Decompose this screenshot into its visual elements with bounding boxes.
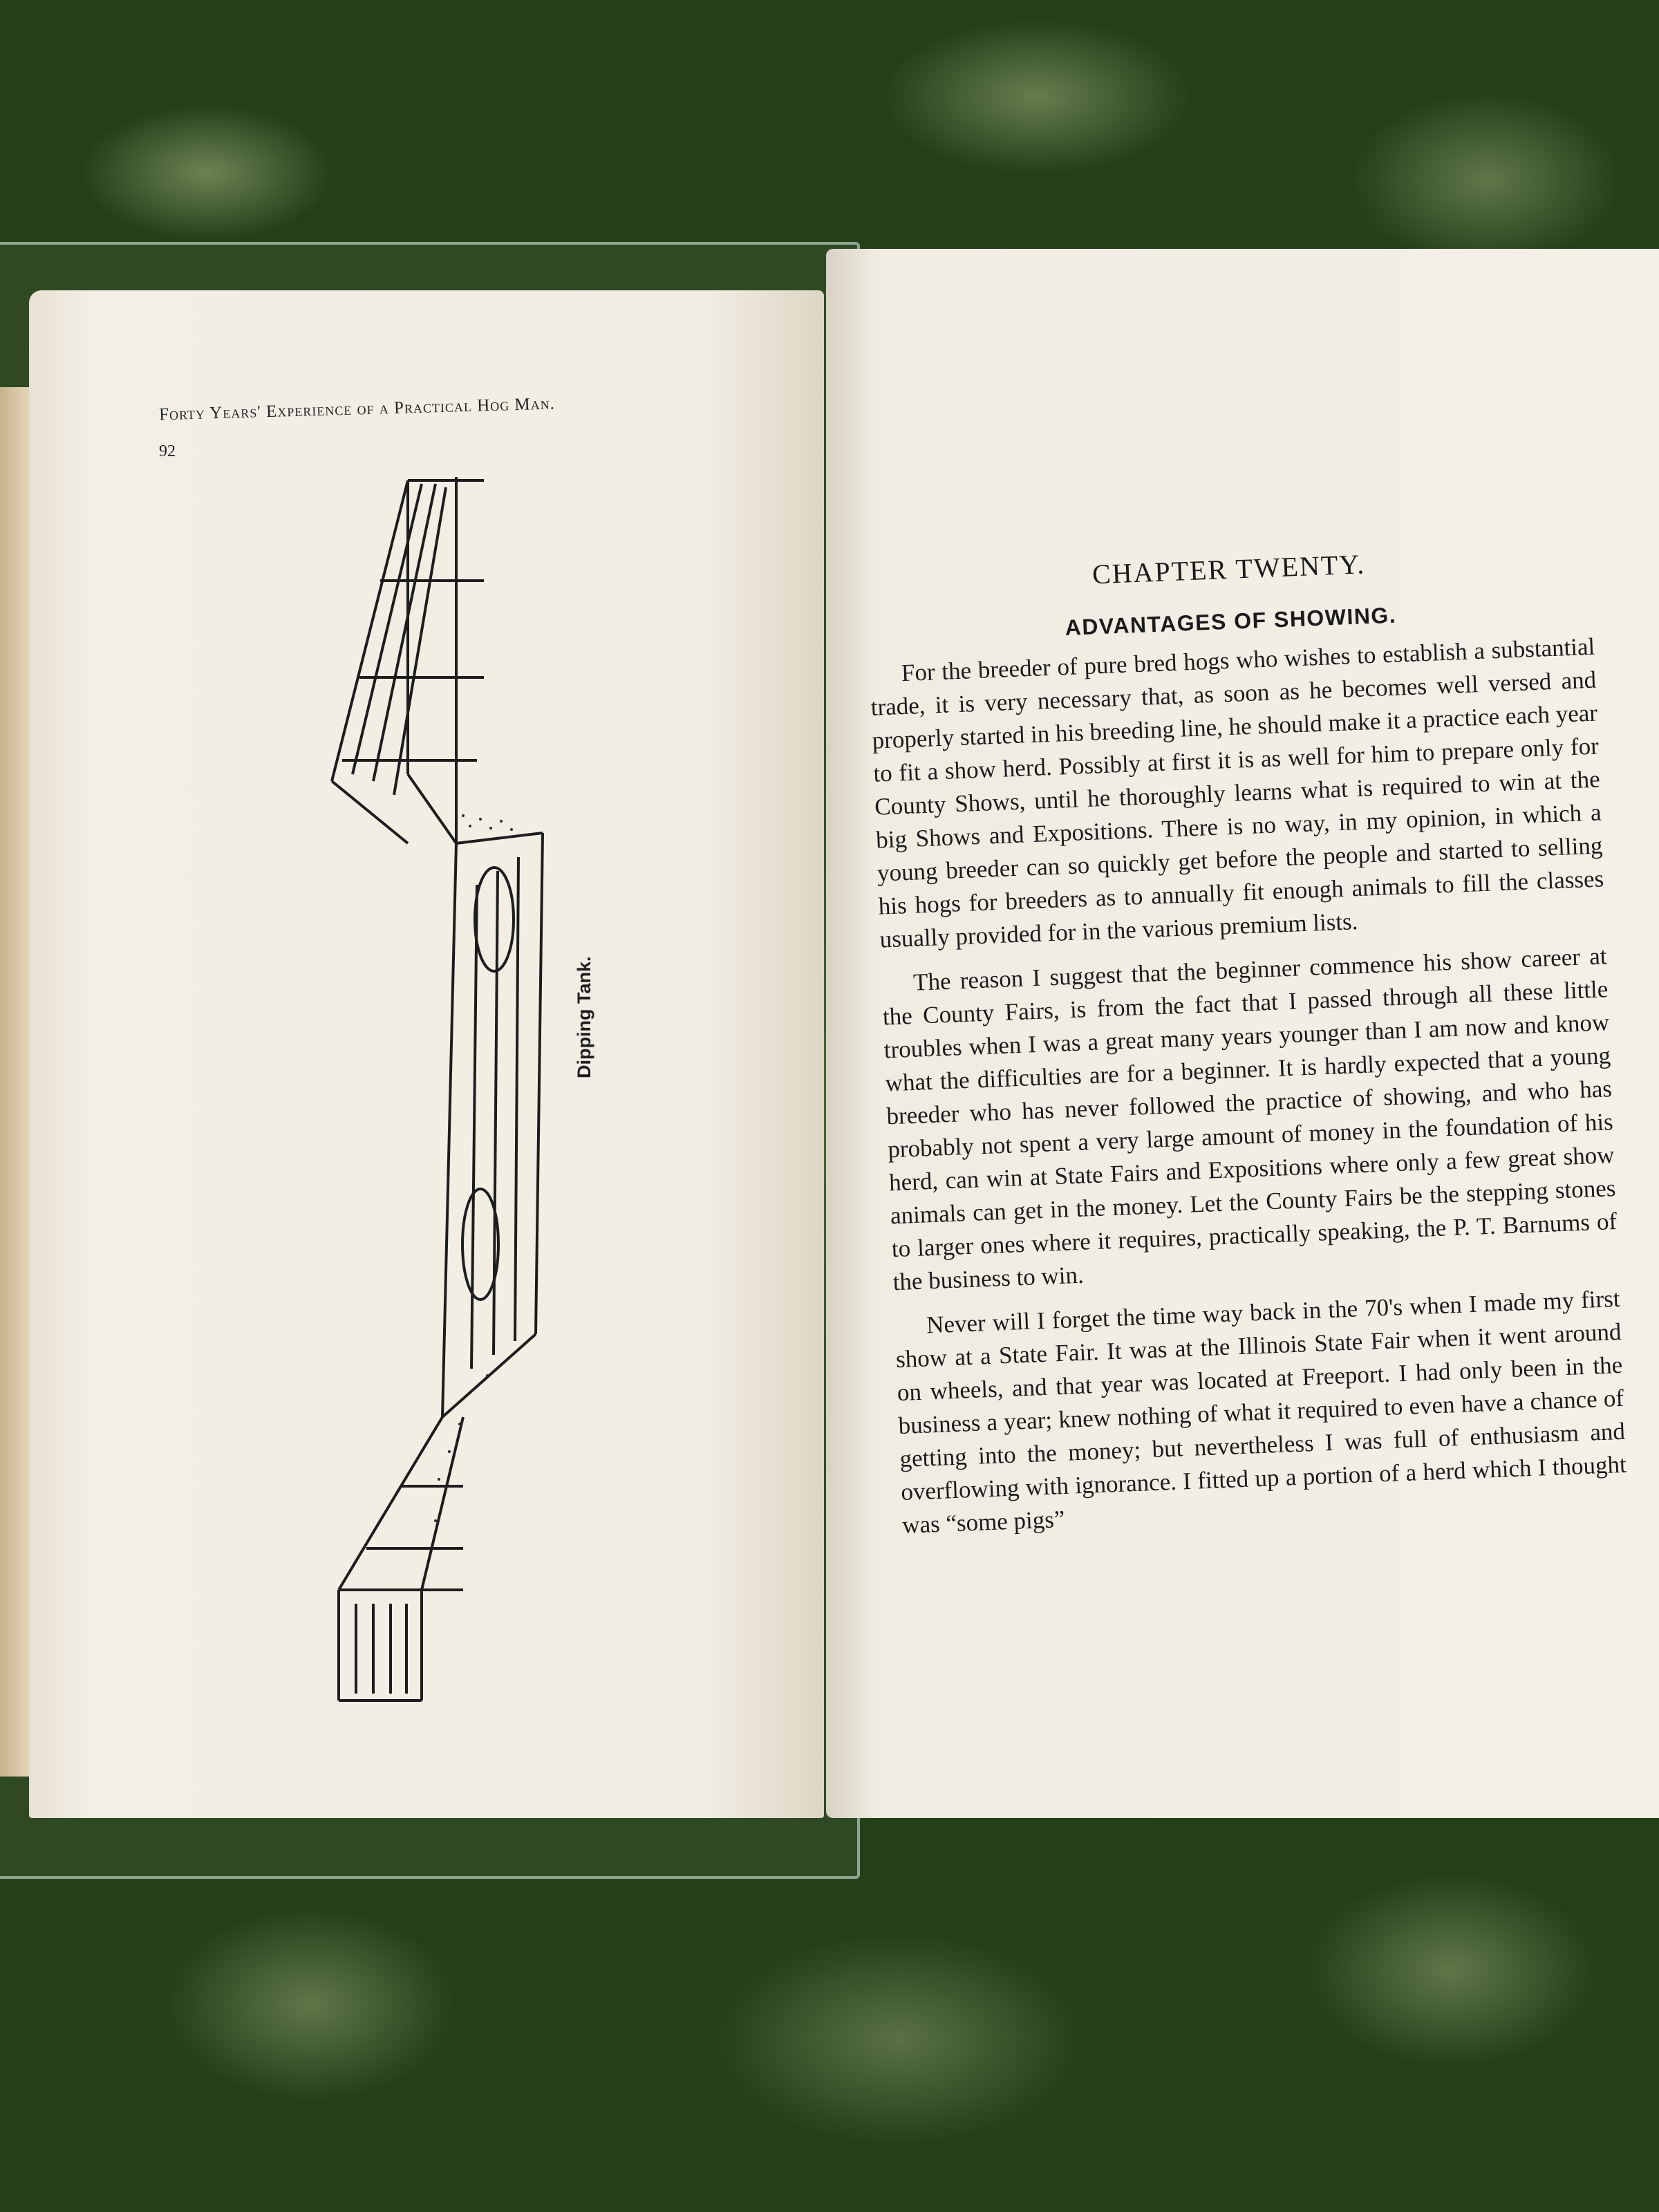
section-title: ADVANTAGES OF SHOWING. — [1064, 602, 1397, 640]
paragraph-2: The reason I suggest that the beginner commence his show career at the County Fairs, is from the fact that I passed through all these little troubles when I was a great many years younger than I am now and know what the difficulties are for a beginner. It is hardly expected that a young breeder who has never followed the practice of showing, and who has probably not spent a very large amount of money in the foundation of his herd, can win at State Fairs and Expositions where only a few great show animals can get in the money. Let the County Fairs be the stepping stones to larger ones where it requires, practically speaking, the P. T. Barnums of the business to win. — [882, 942, 1618, 1296]
chapter-title: CHAPTER TWENTY. — [1091, 548, 1366, 590]
chapter-text — [865, 539, 1629, 1553]
paragraph-3: Never will I forget the time way back in the 70's when I made my first show at a State Fair. It was at the Illinois State Fair when it went around on wheels, and that year was located at Freeport. I had only been in the business a year; knew nothing of what it required to even have a chance of getting into the money; but nevertheless I was full of enthusiasm and overflowing with ignorance. I fitted up a portion of a herd which I thought was “some pigs” — [895, 1284, 1627, 1539]
figure-caption: Dipping Tank. — [574, 956, 594, 1078]
dipping-tank-illustration-icon — [325, 470, 588, 1714]
page-number: 92 — [159, 442, 176, 460]
running-head: Forty Years' Experience of a Practical Hog Man. — [158, 394, 556, 424]
paragraph-1: For the breeder of pure bred hogs who wishes to establish a substantial trade, it is very necessary that, as soon as he becomes well versed and properly started in his breeding line, he should make it a practice each year to fit a show herd. Possibly at first it is as well for him to prepare only for County Shows, until he thoroughly learns what is required to win at the big Shows and Expositions. There is no way, in my opinion, in which a young breeder can so quickly get before the people and started to selling his hogs for breeders as to annually fit enough animals to fill the classes usually provided for in the various premium lists. — [870, 632, 1604, 953]
